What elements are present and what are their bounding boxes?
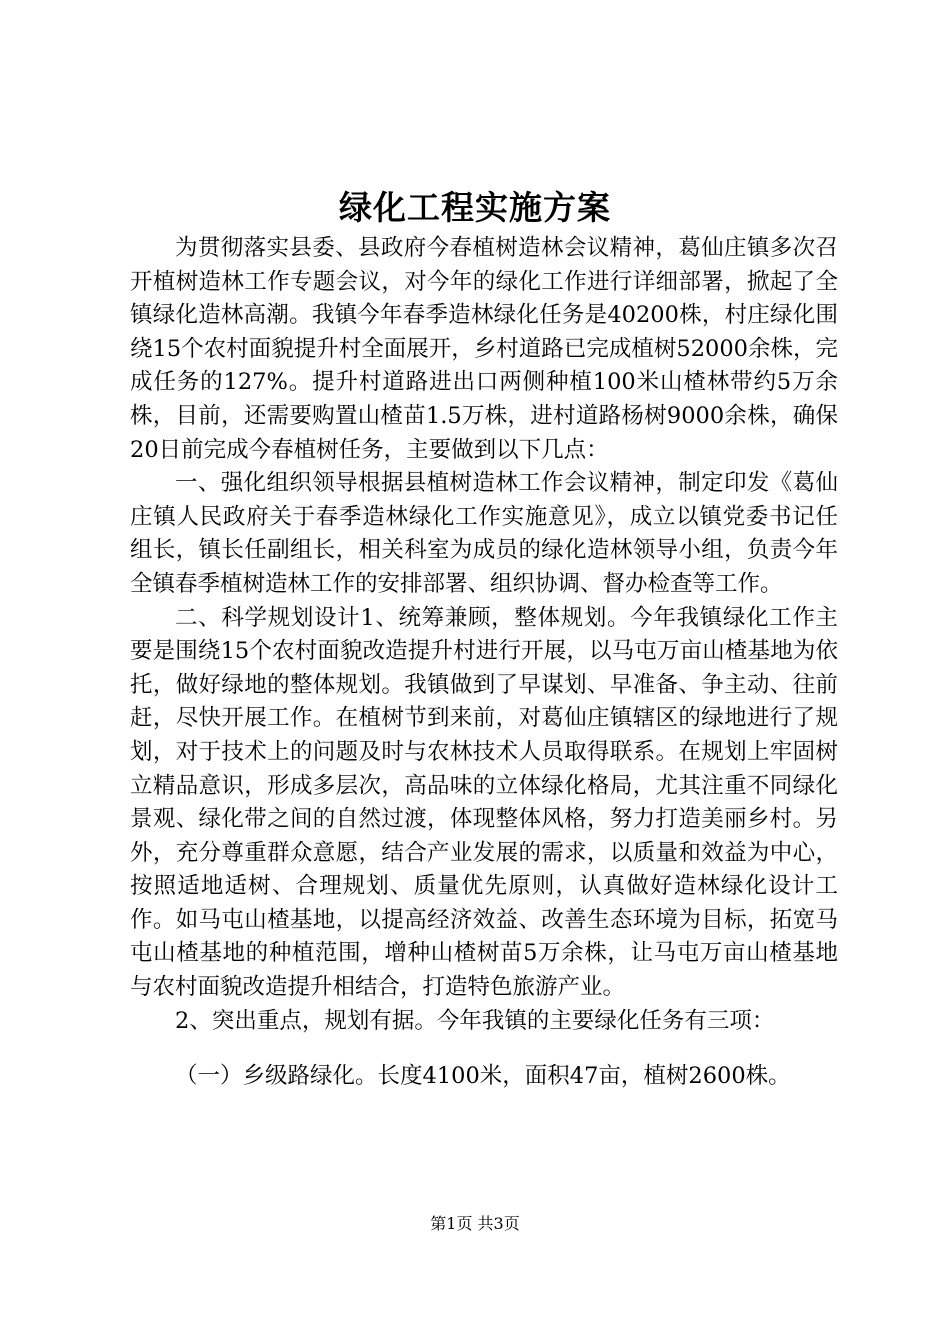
document-title: 绿化工程实施方案	[339, 188, 611, 227]
paragraph-planning: 二、科学规划设计1、统筹兼顾，整体规划。今年我镇绿化工作主要是围绕15个农村面貌改造提升村进行开展，以马屯万亩山楂基地为依托，做好绿地的整体规划。我镇做到了早谋划、早准备、争主动、往前赶，尽快开展工作。在植树节到来前，对葛仙庄镇辖区的绿地进行了规划，对于技术上的问题及时与农林技术人员取得联系。在规划上牢固树立精品意识，形成多层次，高品味的立体绿化格局，尤其注重不同绿化景观、绿化带之间的自然过渡，体现整体风格，努力打造美丽乡村。另外，充分尊重群众意愿，结合产业发展的需求，以质量和效益为中心，按照适地适树、合理规划、质量优先原则，认真做好造林绿化设计工作。如马屯山楂基地，以提高经济效益、改善生态环境为目标，拓宽马屯山楂基地的种植范围，增种山楂树苗5万余株，让马屯万亩山楂基地与农村面貌改造提升相结合，打造特色旅游产业。	[130, 604, 838, 1001]
page-footer: 第1页 共3页	[430, 1214, 520, 1233]
document-body	[130, 232, 838, 1094]
paragraph-key-tasks: 2、突出重点，规划有据。今年我镇的主要绿化任务有三项：	[175, 1007, 775, 1034]
paragraph-township-road: （一）乡级路绿化。长度4100米，面积47亩，植树2600株。	[175, 1063, 791, 1090]
paragraph-organization: 一、强化组织领导根据县植树造林工作会议精神，制定印发《葛仙庄镇人民政府关于春季造林绿化工作实施意见》，成立以镇党委书记任组长，镇长任副组长，相关科室为成员的绿化造林领导小组，负责今年全镇春季植树造林工作的安排部署、组织协调、督办检查等工作。	[130, 470, 838, 597]
paragraph-intro: 为贯彻落实县委、县政府今春植树造林会议精神，葛仙庄镇多次召开植树造林工作专题会议，对今年的绿化工作进行详细部署，掀起了全镇绿化造林高潮。我镇今年春季造林绿化任务是40200株，村庄绿化围绕15个农村面貌提升村全面展开，乡村道路已完成植树52000余株，完成任务的127%。提升村道路进出口两侧种植100米山楂林带约5万余株，目前，还需要购置山楂苗1.5万株，进村道路杨树9000余株，确保20日前完成今春植树任务，主要做到以下几点：	[130, 235, 838, 463]
